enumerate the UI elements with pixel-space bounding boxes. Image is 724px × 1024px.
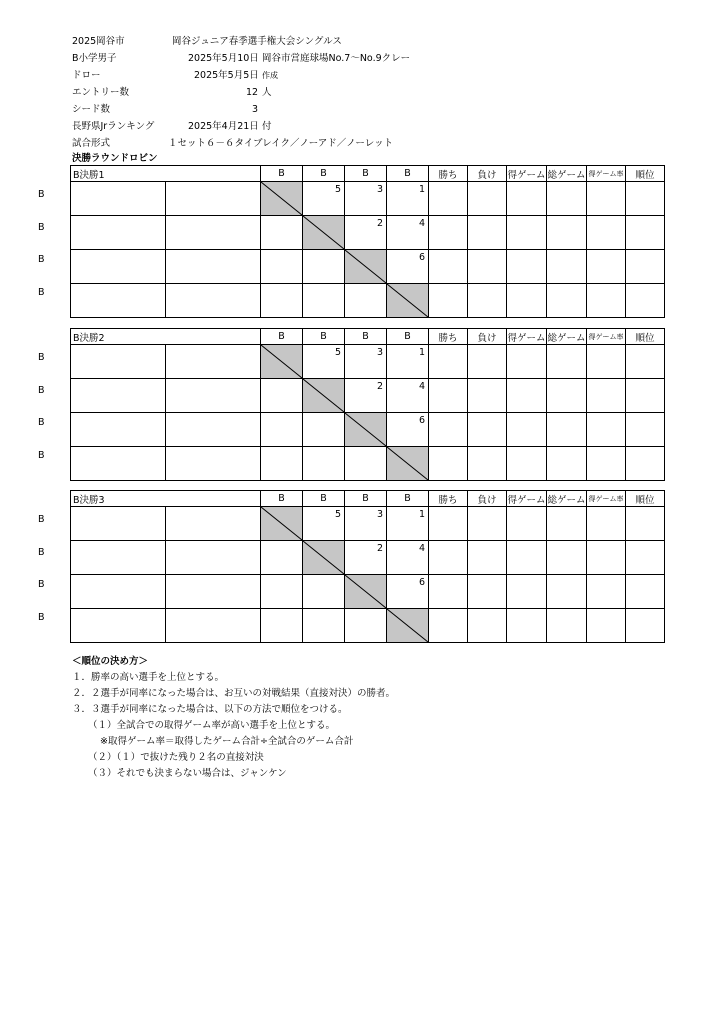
games-won-column-header: 得ゲーム: [507, 166, 547, 182]
match-cell[interactable]: 5: [303, 345, 345, 379]
games-won-column-header: 得ゲーム: [507, 491, 547, 507]
row-label: B: [38, 449, 45, 461]
player-name-cell[interactable]: [71, 284, 166, 318]
player-row: [71, 379, 665, 413]
player-row: [71, 284, 665, 318]
player-club-cell[interactable]: [166, 284, 261, 318]
player-club-cell[interactable]: [166, 182, 261, 216]
total-games-cell[interactable]: [547, 284, 587, 318]
format-label: 試合形式: [72, 138, 111, 149]
self-match-cell: [387, 447, 429, 481]
venue: 岡谷市営庭球場No.7～No.9クレー: [262, 53, 411, 64]
total-games-column-header: 総ゲーム: [547, 491, 587, 507]
match-cell[interactable]: [261, 541, 303, 575]
games-won-cell[interactable]: [507, 182, 547, 216]
self-match-cell: [345, 413, 387, 447]
losses-cell[interactable]: [468, 609, 507, 643]
match-cell[interactable]: [303, 250, 345, 284]
player-row: [71, 609, 665, 643]
player-club-cell[interactable]: [166, 447, 261, 481]
row-label: B: [38, 514, 45, 525]
wins-cell[interactable]: [429, 250, 468, 284]
games-won-cell[interactable]: [507, 345, 547, 379]
player-name-cell[interactable]: [71, 379, 166, 413]
draw-unit: 作成: [262, 71, 278, 80]
match-cell[interactable]: 6: [387, 250, 429, 284]
wins-cell[interactable]: [429, 379, 468, 413]
rule-note: ※取得ゲーム率＝取得したゲーム合計÷全試合のゲーム合計: [100, 736, 354, 747]
tournament-name: 岡谷ジュニア春季選手権大会シングルス: [172, 36, 342, 47]
rule-item-1: １．勝率の高い選手を上位とする。: [72, 672, 225, 683]
player-name-cell[interactable]: [71, 182, 166, 216]
rule-sub-item-2: （２）（１）で抜けた残り２名の直接対決: [88, 752, 264, 763]
row-label: B: [38, 384, 45, 396]
round-robin-group-1: [70, 165, 664, 318]
format-value: １セット６－６タイブレイク／ノーアド／ノーレット: [168, 138, 394, 149]
match-cell[interactable]: 1: [387, 507, 429, 541]
player-club-cell[interactable]: [166, 541, 261, 575]
player-club-cell[interactable]: [166, 379, 261, 413]
total-games-cell[interactable]: [547, 541, 587, 575]
seed-label: シード数: [72, 104, 111, 115]
match-cell[interactable]: 1: [387, 345, 429, 379]
self-match-cell: [303, 216, 345, 250]
player-club-cell[interactable]: [166, 345, 261, 379]
wins-cell[interactable]: [429, 447, 468, 481]
losses-cell[interactable]: [468, 447, 507, 481]
wins-cell[interactable]: [429, 216, 468, 250]
losses-cell[interactable]: [468, 379, 507, 413]
player-name-cell[interactable]: [71, 609, 166, 643]
row-label: B: [38, 546, 45, 558]
player-name-cell[interactable]: [71, 575, 166, 609]
section-title: 決勝ラウンドロビン: [72, 153, 158, 164]
total-games-cell[interactable]: [547, 609, 587, 643]
total-games-cell[interactable]: [547, 345, 587, 379]
self-match-cell: [261, 345, 303, 379]
match-cell[interactable]: 2: [345, 541, 387, 575]
player-club-cell[interactable]: [166, 250, 261, 284]
total-games-column-header: 総ゲーム: [547, 329, 587, 345]
player-column-header: B: [345, 491, 387, 507]
game-rate-cell[interactable]: [587, 575, 626, 609]
game-rate-cell[interactable]: [587, 379, 626, 413]
entry-label: エントリー数: [72, 87, 130, 98]
self-match-cell: [303, 379, 345, 413]
match-cell[interactable]: [261, 575, 303, 609]
match-cell[interactable]: 4: [387, 541, 429, 575]
rules-title: ＜順位の決め方＞: [72, 656, 149, 667]
losses-cell[interactable]: [468, 541, 507, 575]
row-label: B: [38, 352, 45, 363]
row-label: B: [38, 579, 45, 590]
rule-sub-item-1: （１）全試合での取得ゲーム率が高い選手を上位とする。: [88, 720, 336, 731]
total-games-column-header: 総ゲーム: [547, 166, 587, 182]
group-name: B決勝3: [71, 491, 261, 507]
player-row: [71, 575, 665, 609]
ranking-label: 長野県Jrランキング: [72, 121, 155, 132]
match-cell[interactable]: [261, 379, 303, 413]
match-cell[interactable]: 4: [387, 216, 429, 250]
rule-item-3: ３．３選手が同率になった場合は、以下の方法で順位をつける。: [72, 704, 348, 715]
player-name-cell[interactable]: [71, 447, 166, 481]
losses-cell[interactable]: [468, 216, 507, 250]
player-name-cell[interactable]: [71, 216, 166, 250]
wins-cell[interactable]: [429, 541, 468, 575]
player-column-header: B: [261, 329, 303, 345]
game-rate-cell[interactable]: [587, 413, 626, 447]
rank-cell[interactable]: [626, 575, 665, 609]
player-column-header: B: [303, 329, 345, 345]
game-rate-cell[interactable]: [587, 250, 626, 284]
match-cell[interactable]: [345, 609, 387, 643]
seed-value: 3: [252, 104, 259, 115]
player-name-cell[interactable]: [71, 507, 166, 541]
wins-cell[interactable]: [429, 575, 468, 609]
game-rate-cell[interactable]: [587, 507, 626, 541]
match-cell[interactable]: 6: [387, 575, 429, 609]
year-city: 2025岡谷市: [72, 36, 125, 47]
player-name-cell[interactable]: [71, 413, 166, 447]
player-club-cell[interactable]: [166, 507, 261, 541]
rule-item-2: ２．２選手が同率になった場合は、お互いの対戦結果（直接対決）の勝者。: [72, 688, 396, 699]
category: B小学男子: [72, 53, 117, 64]
player-row: [71, 507, 665, 541]
row-label: B: [38, 611, 45, 623]
row-label: B: [38, 417, 45, 428]
total-games-cell[interactable]: [547, 507, 587, 541]
player-row: [71, 182, 665, 216]
wins-cell[interactable]: [429, 413, 468, 447]
games-won-cell[interactable]: [507, 507, 547, 541]
rank-cell[interactable]: [626, 345, 665, 379]
match-cell[interactable]: [261, 609, 303, 643]
player-column-header: B: [345, 329, 387, 345]
rank-cell[interactable]: [626, 413, 665, 447]
wins-cell[interactable]: [429, 284, 468, 318]
player-row: [71, 345, 665, 379]
row-label: B: [38, 221, 45, 233]
match-cell[interactable]: 2: [345, 216, 387, 250]
match-cell[interactable]: 2: [345, 379, 387, 413]
group-name: B決勝1: [71, 166, 261, 182]
total-games-cell[interactable]: [547, 447, 587, 481]
player-row: [71, 413, 665, 447]
player-column-header: B: [303, 166, 345, 182]
game-rate-column-header: 得ゲーム率: [587, 329, 626, 345]
player-name-cell[interactable]: [71, 541, 166, 575]
player-column-header: B: [261, 166, 303, 182]
wins-cell[interactable]: [429, 182, 468, 216]
self-match-cell: [303, 541, 345, 575]
entry-unit: 人: [262, 87, 272, 98]
group-name: B決勝2: [71, 329, 261, 345]
match-cell[interactable]: [345, 284, 387, 318]
game-rate-cell[interactable]: [587, 609, 626, 643]
self-match-cell: [387, 284, 429, 318]
rule-sub-item-3: （３）それでも決まらない場合は、ジャンケン: [88, 768, 287, 779]
player-column-header: B: [261, 491, 303, 507]
player-column-header: B: [345, 166, 387, 182]
game-rate-cell[interactable]: [587, 345, 626, 379]
rank-cell[interactable]: [626, 216, 665, 250]
rank-cell[interactable]: [626, 250, 665, 284]
game-rate-cell[interactable]: [587, 541, 626, 575]
game-rate-column-header: 得ゲーム率: [587, 166, 626, 182]
rank-cell[interactable]: [626, 182, 665, 216]
wins-cell[interactable]: [429, 507, 468, 541]
losses-cell[interactable]: [468, 250, 507, 284]
round-robin-group-3: [70, 490, 664, 643]
match-cell[interactable]: [261, 447, 303, 481]
total-games-cell[interactable]: [547, 250, 587, 284]
row-label: B: [38, 286, 45, 298]
games-won-cell[interactable]: [507, 250, 547, 284]
losses-column-header: 負け: [468, 491, 507, 507]
rank-column-header: 順位: [626, 491, 665, 507]
games-won-column-header: 得ゲーム: [507, 329, 547, 345]
player-row: [71, 541, 665, 575]
self-match-cell: [387, 609, 429, 643]
total-games-cell[interactable]: [547, 182, 587, 216]
player-row: [71, 216, 665, 250]
match-cell[interactable]: [303, 413, 345, 447]
match-cell[interactable]: [261, 284, 303, 318]
losses-cell[interactable]: [468, 575, 507, 609]
match-cell[interactable]: [303, 284, 345, 318]
match-cell[interactable]: [261, 413, 303, 447]
rank-column-header: 順位: [626, 329, 665, 345]
wins-cell[interactable]: [429, 609, 468, 643]
rank-cell[interactable]: [626, 284, 665, 318]
total-games-cell[interactable]: [547, 413, 587, 447]
match-cell[interactable]: [303, 447, 345, 481]
self-match-cell: [261, 182, 303, 216]
rank-column-header: 順位: [626, 166, 665, 182]
rank-cell[interactable]: [626, 609, 665, 643]
total-games-cell[interactable]: [547, 575, 587, 609]
self-match-cell: [345, 250, 387, 284]
player-column-header: B: [387, 491, 429, 507]
match-cell[interactable]: 1: [387, 182, 429, 216]
games-won-cell[interactable]: [507, 609, 547, 643]
match-cell[interactable]: [261, 216, 303, 250]
match-cell[interactable]: 3: [345, 182, 387, 216]
player-column-header: B: [387, 166, 429, 182]
losses-column-header: 負け: [468, 166, 507, 182]
match-cell[interactable]: [261, 250, 303, 284]
row-label: B: [38, 189, 45, 200]
game-rate-column-header: 得ゲーム率: [587, 491, 626, 507]
total-games-cell[interactable]: [547, 379, 587, 413]
round-robin-group-2: [70, 328, 664, 481]
losses-cell[interactable]: [468, 413, 507, 447]
losses-cell[interactable]: [468, 182, 507, 216]
match-cell[interactable]: 3: [345, 345, 387, 379]
games-won-cell[interactable]: [507, 447, 547, 481]
ranking-rules: [72, 653, 395, 782]
row-label: B: [38, 254, 45, 265]
rank-cell[interactable]: [626, 541, 665, 575]
self-match-cell: [345, 575, 387, 609]
player-club-cell[interactable]: [166, 609, 261, 643]
player-row: [71, 447, 665, 481]
match-cell[interactable]: [345, 447, 387, 481]
game-rate-cell[interactable]: [587, 182, 626, 216]
games-won-cell[interactable]: [507, 575, 547, 609]
rank-cell[interactable]: [626, 447, 665, 481]
game-rate-cell[interactable]: [587, 216, 626, 250]
match-date: 2025年5月10日: [188, 53, 259, 64]
player-column-header: B: [303, 491, 345, 507]
draw-date: 2025年5月5日: [194, 70, 259, 81]
player-column-header: B: [387, 329, 429, 345]
match-cell[interactable]: [303, 575, 345, 609]
games-won-cell[interactable]: [507, 284, 547, 318]
match-cell[interactable]: 5: [303, 182, 345, 216]
wins-column-header: 勝ち: [429, 166, 468, 182]
player-club-cell[interactable]: [166, 216, 261, 250]
losses-column-header: 負け: [468, 329, 507, 345]
losses-cell[interactable]: [468, 507, 507, 541]
player-name-cell[interactable]: [71, 250, 166, 284]
player-row: [71, 250, 665, 284]
wins-cell[interactable]: [429, 345, 468, 379]
entry-value: 12: [246, 87, 259, 98]
rank-cell[interactable]: [626, 379, 665, 413]
total-games-cell[interactable]: [547, 216, 587, 250]
wins-column-header: 勝ち: [429, 329, 468, 345]
match-cell[interactable]: 3: [345, 507, 387, 541]
games-won-cell[interactable]: [507, 541, 547, 575]
draw-label: ドロー: [72, 70, 101, 81]
self-match-cell: [261, 507, 303, 541]
match-cell[interactable]: 4: [387, 379, 429, 413]
games-won-cell[interactable]: [507, 379, 547, 413]
ranking-unit: 付: [262, 121, 272, 132]
player-name-cell[interactable]: [71, 345, 166, 379]
game-rate-cell[interactable]: [587, 447, 626, 481]
match-cell[interactable]: 5: [303, 507, 345, 541]
player-club-cell[interactable]: [166, 413, 261, 447]
losses-cell[interactable]: [468, 345, 507, 379]
rank-cell[interactable]: [626, 507, 665, 541]
game-rate-cell[interactable]: [587, 284, 626, 318]
games-won-cell[interactable]: [507, 216, 547, 250]
games-won-cell[interactable]: [507, 413, 547, 447]
wins-column-header: 勝ち: [429, 491, 468, 507]
player-club-cell[interactable]: [166, 575, 261, 609]
match-cell[interactable]: [303, 609, 345, 643]
ranking-date: 2025年4月21日: [188, 121, 259, 132]
match-cell[interactable]: 6: [387, 413, 429, 447]
losses-cell[interactable]: [468, 284, 507, 318]
